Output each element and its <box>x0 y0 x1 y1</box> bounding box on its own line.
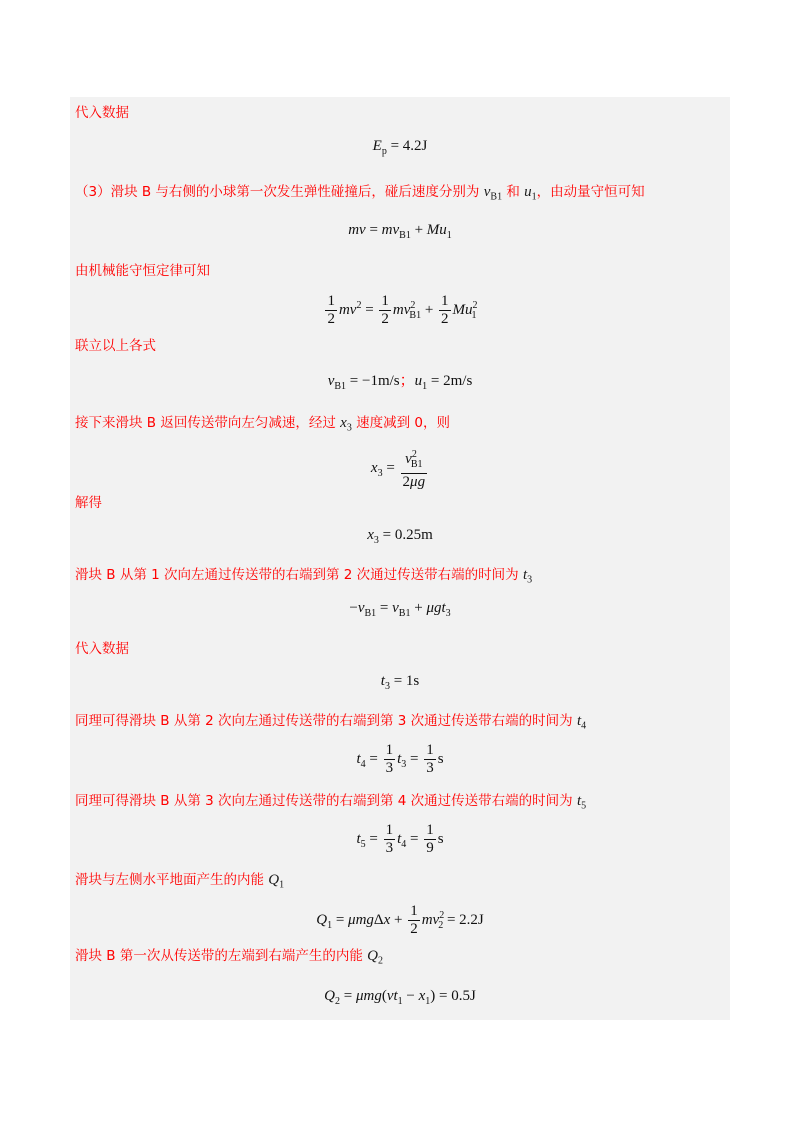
formula-line: $t_3 = 1s$ <box>380 673 420 692</box>
formula-line: $v_{B1} = -1m/s$；$u_1 = 2m/s$ <box>327 373 473 392</box>
explanation-line: 代入数据 <box>75 641 129 657</box>
formula-line: $Q_2 = \mu mg(vt_1 - x_1) = 0.5J$ <box>324 988 476 1007</box>
explanation-line: 滑块 B 从第 1 次向左通过传送带的右端到第 2 次通过传送带右端的时间为 $t_3$ <box>75 567 533 586</box>
explanation-line: 滑块 B 第一次从传送带的左端到右端产生的内能 $Q_2$ <box>75 948 383 967</box>
formula-line: $t_5$ = $\frac{1}{3}$ $t_4$ = $\frac{1}{9}$ s <box>356 822 444 856</box>
explanation-line: 由机械能守恒定律可知 <box>75 263 210 279</box>
explanation-line: 同理可得滑块 B 从第 3 次向左通过传送带的右端到第 4 次通过传送带右端的时间为 $t_5$ <box>75 793 587 812</box>
formula-line: $x_3$ = $\frac{v^2_{B1}}{2\mu g}$ <box>70 446 730 491</box>
formula-line: $\frac{1}{2}$ $mv^2$ = $\frac{1}{2}$ $mv^2_{B1}$ + $\frac{1}{2}$ $Mu^2_1$ <box>327 293 478 327</box>
formula-line: $t_4$ = $\frac{1}{3}$ $t_3$ = $\frac{1}{3}$ s <box>356 742 444 776</box>
explanation-line: 代入数据 <box>75 105 129 121</box>
formula-line: mv = $mv_{B1} + Mu_1$ <box>348 222 452 241</box>
formula-line: $E_p = 4.2J$ <box>372 138 428 157</box>
formula-line: $x_3 = 0.25m$ <box>367 527 433 546</box>
explanation-line: 同理可得滑块 B 从第 2 次向左通过传送带的右端到第 3 次通过传送带右端的时间为 $t_4$ <box>75 713 587 732</box>
explanation-line: 接下来滑块 B 返回传送带向左匀减速，经过 $x_3$ 速度减到 0，则 <box>75 415 450 434</box>
formula-line: $Q_1 = \mu mg\Delta x$ + $\frac{1}{2}$ $mv^2_2 = 2.2J$ <box>316 903 484 937</box>
explanation-line: （3）滑块 B 与右侧的小球第一次发生弹性碰撞后，碰后速度分别为 $v_{B1}$ 和 $u_1$，由动量守恒可知 <box>75 184 645 203</box>
explanation-line: 滑块与左侧水平地面产生的内能 $Q_1$ <box>75 872 285 891</box>
explanation-line: 联立以上各式 <box>75 338 156 354</box>
explanation-line: 解得 <box>75 495 102 511</box>
formula-line: $-v_{B1} = v_{B1} + \mu gt_3$ <box>349 600 451 619</box>
